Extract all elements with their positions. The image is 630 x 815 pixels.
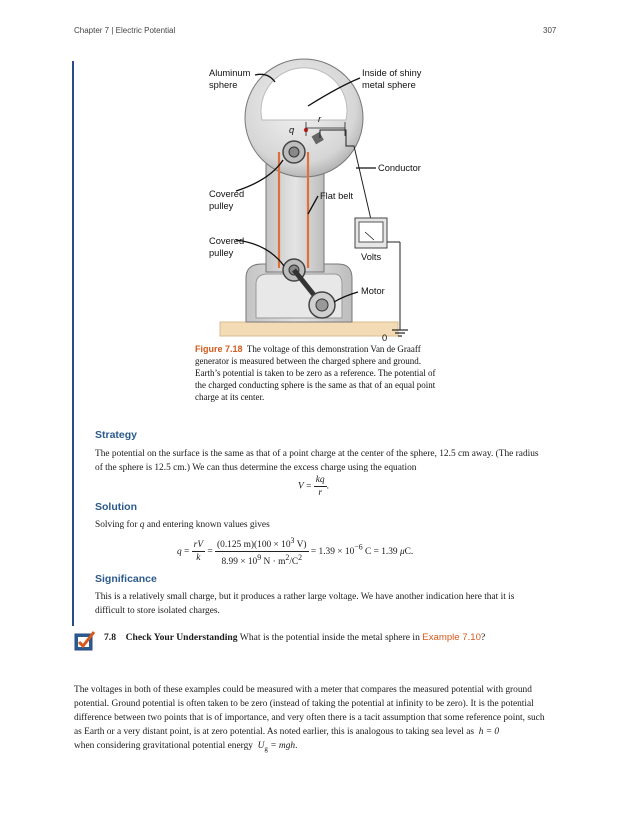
example-7-10-link[interactable]: Example 7.10	[422, 632, 481, 643]
significance-heading: Significance	[95, 573, 157, 585]
running-header-chapter: Chapter 7 | Electric Potential	[74, 26, 176, 35]
label-volts: Volts	[361, 252, 382, 262]
figure-number: Figure 7.18	[195, 344, 243, 354]
solution-text: Solving for q and entering known values gives	[95, 520, 270, 530]
label-flat-belt: Flat belt	[320, 191, 354, 201]
label-motor: Motor	[361, 286, 385, 296]
van-de-graaff-figure	[0, 0, 630, 345]
solution-heading: Solution	[95, 501, 137, 513]
body-paragraph: The voltages in both of these examples could be measured with a meter that compares the measured potential with ground potential. Ground potential is often taken to be zero (instead of taking the potential at infinity to be zero). It is the potential difference between two points that is of importance, and very often there is a tacit assumption that some reference point, such as Earth or a very distant point, is at zero potential. As noted earlier, this is analogous to taking sea level as h = 0 when considering gravitational potential energy $U_g$ = mgh.	[74, 685, 545, 753]
significance-text: This is a relatively small charge, but it produces a rather large voltage. We have another indication here that it is difficult to store isolated charges.	[95, 592, 515, 616]
label-covered-pulley-bottom: Covered pulley	[209, 236, 245, 258]
label-aluminum-sphere: Aluminum sphere	[209, 68, 251, 90]
label-conductor: Conductor	[378, 163, 421, 173]
page-number: 307	[543, 26, 557, 35]
strategy-text: The potential on the surface is the same as that of a point charge at the center of the sphere, 12.5 cm away. (The radius of the sphere is 12.5 cm.) We can thus determine the excess charge using the equation	[95, 449, 539, 473]
label-zero: 0	[382, 333, 388, 343]
equation-q: q = $\frac{rV}{k}$ = $\frac{(0.125 m)(100 \times 10^3 V)}{8.99 \times 10^9 N \cdot m^2/C^2}$ = $1.39 \times 10^{-6}$ C = 1.39 μC.	[177, 536, 414, 568]
check-understanding: 7.8 Check Your Understanding What is the potential inside the metal sphere in Example 7.10?	[104, 632, 486, 643]
label-q: q	[289, 125, 295, 135]
figure-caption	[195, 343, 440, 403]
equation-v: V = $\frac{kq}{r}$ .	[298, 475, 329, 498]
label-covered-pulley-top: Covered pulley	[209, 189, 245, 211]
label-inside-sphere: Inside of shiny metal sphere	[362, 68, 422, 90]
wooden-base	[220, 322, 398, 336]
checkmark-icon	[74, 630, 96, 652]
figure-caption-text: The voltage of this demonstration Van de Graaff generator is measured between the charged sphere and ground. Earth’s potential is taken to be zero as a reference. The potential of the charged conducting sphere is the same as that of an equal point charge at its center.	[195, 344, 436, 402]
label-r: r	[318, 114, 322, 124]
strategy-heading: Strategy	[95, 429, 138, 441]
